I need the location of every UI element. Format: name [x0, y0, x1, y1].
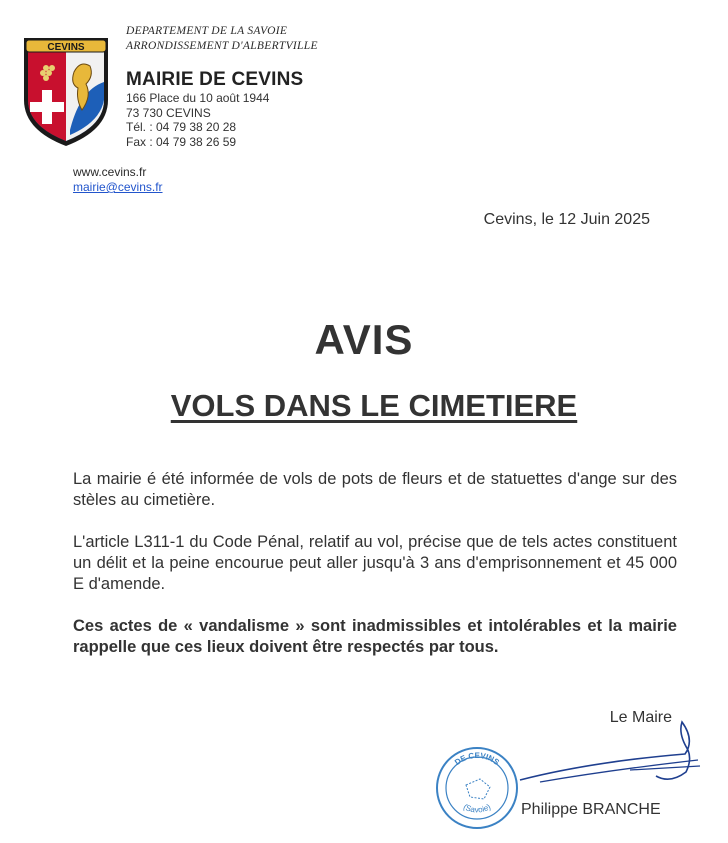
- stamp-top-text: DE CEVINS: [453, 750, 501, 767]
- postal-line: 73 730 CEVINS: [126, 105, 211, 120]
- stamp-bottom-text: (Savoie): [461, 802, 493, 815]
- notice-heading: AVIS: [314, 316, 414, 363]
- arrondissement-line: ARRONDISSEMENT D'ALBERTVILLE: [126, 40, 318, 52]
- letter-date: Cevins, le 12 Juin 2025: [483, 211, 650, 228]
- letter-body: [73, 469, 677, 679]
- paragraph-warning: Ces actes de « vandalisme » sont inadmissibles et intolérables et la mairie rappelle que ces lieux doivent être respectés par tous.: [73, 617, 677, 656]
- handwritten-signature: [480, 710, 720, 800]
- website-text: www.cevins.fr: [73, 165, 147, 179]
- department-header: [126, 24, 318, 54]
- notice-subject-text: VOLS DANS LE CIMETIERE: [170, 388, 578, 423]
- address-line: 166 Place du 10 août 1944: [126, 91, 270, 105]
- fax-line: Fax : 04 79 38 26 59: [126, 134, 237, 149]
- email-link[interactable]: mairie@cevins.fr: [73, 180, 163, 194]
- mairie-title: MAIRIE DE CEVINS: [126, 69, 304, 90]
- notice-subject: [0, 388, 728, 424]
- phone-line: Tél. : 04 79 38 20 28: [126, 120, 237, 134]
- contact-links: [73, 165, 163, 195]
- signatory-name: Philippe BRANCHE: [521, 801, 661, 818]
- mairie-block: [126, 69, 303, 149]
- paragraph-law: L'article L311-1 du Code Pénal, relatif au vol, précise que de tels actes constituent un délit et la peine encourue peut aller jusqu'à 3 ans d'emprisonnement et 45 000 E d'amende.: [73, 533, 677, 593]
- department-line: DEPARTEMENT DE LA SAVOIE: [126, 25, 288, 37]
- paragraph-intro: La mairie é été informée de vols de pots de fleurs et de statuettes d'ange sur des stèles au cimetière.: [73, 470, 677, 509]
- crest-label: CEVINS: [47, 42, 85, 53]
- signatory-title: Le Maire: [609, 709, 672, 726]
- svg-text:(Savoie): [462, 802, 493, 814]
- cevins-crest-logo: [20, 30, 112, 148]
